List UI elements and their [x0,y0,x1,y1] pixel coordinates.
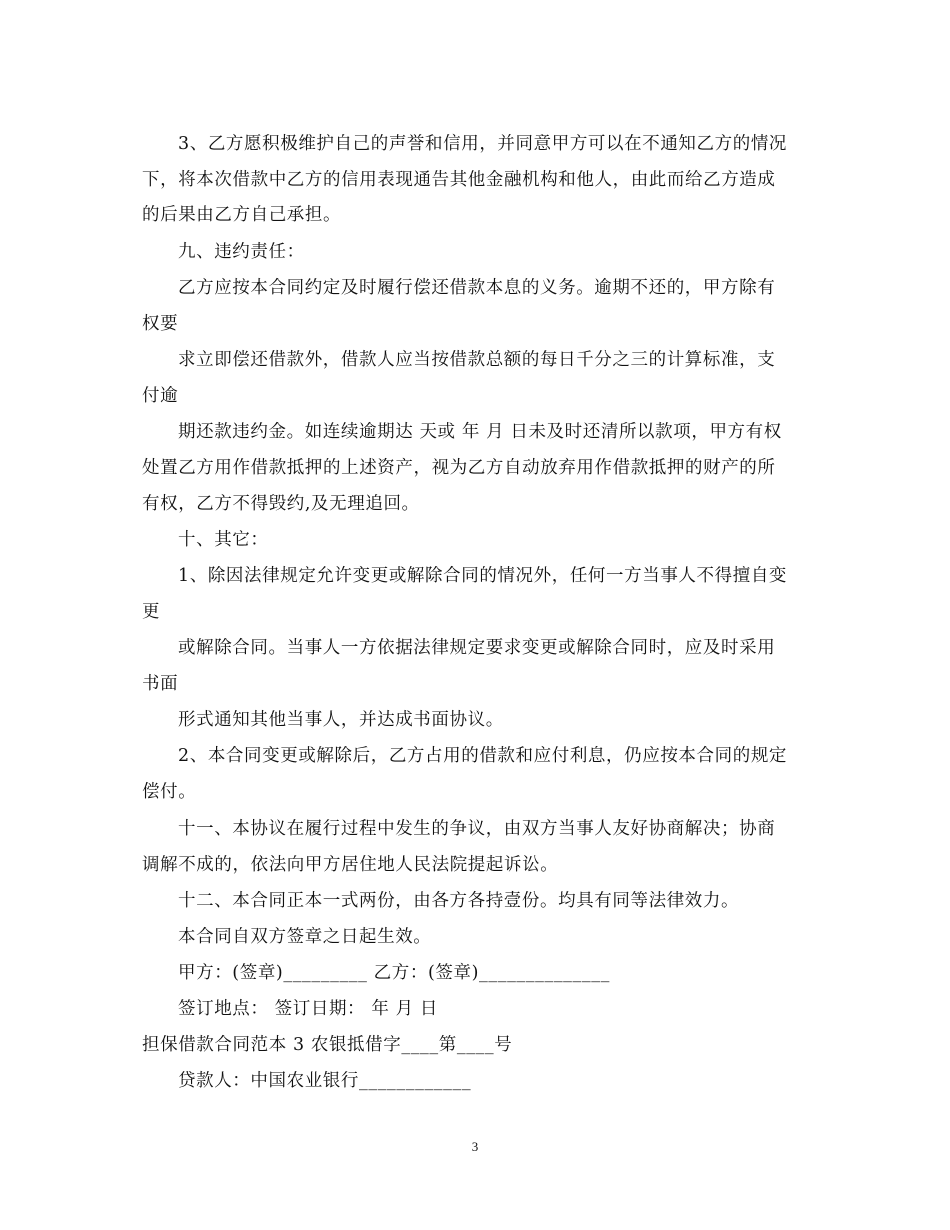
paragraph-line: 有权，乙方不得毁约,及无理追回。 [142,494,420,514]
paragraph-line: 付逾 [142,386,179,406]
paragraph-line: 乙方应按本合同约定及时履行偿还借款本息的义务。逾期不还的，甲方除有 [178,278,776,298]
paragraph-line: 下，将本次借款中乙方的信用表现通告其他金融机构和他人，由此而给乙方造成 [142,170,776,190]
paragraph-line: 偿付。 [142,782,197,802]
paragraph-line: 权要 [142,314,179,334]
paragraph-line: 2、本合同变更或解除后，乙方占用的借款和应付利息，仍应按本合同的规定 [178,746,788,766]
paragraph-line: 形式通知其他当事人，并达成书面协议。 [178,710,504,730]
paragraph-line: 书面 [142,674,179,694]
signature-line: 甲方：(签章)_________ 乙方：(签章)______________ [178,963,610,983]
paragraph-line: 调解不成的，依法向甲方居住地人民法院提起诉讼。 [142,855,559,875]
paragraph-line: 1、除因法律规定允许变更或解除合同的情况外，任何一方当事人不得擅自变 [178,566,788,586]
paragraph-line: 的后果由乙方自己承担。 [142,205,342,225]
lender-line: 贷款人：中国农业银行____________ [178,1071,472,1091]
contract-title-line: 担保借款合同范本 3 农银抵借字____第____号 [142,1035,513,1055]
paragraph-line: 求立即偿还借款外，借款人应当按借款总额的每日千分之三的计算标准，支 [178,350,776,370]
signing-info-line: 签订地点： 签订日期： 年 月 日 [178,999,438,1019]
paragraph-line: 3、乙方愿积极维护自己的声誉和信用，并同意甲方可以在不通知乙方的情况 [178,134,788,154]
paragraph-line: 十二、本合同正本一式两份，由各方各持壹份。均具有同等法律效力。 [178,891,740,911]
paragraph-line: 处置乙方用作借款抵押的上述资产，视为乙方自动放弃用作借款抵押的财产的所 [142,458,776,478]
section-heading: 十、其它： [178,530,269,550]
paragraph-line: 十一、本协议在履行过程中发生的争议，由双方当事人友好协商解决；协商 [178,819,776,839]
paragraph-line: 或解除合同。当事人一方依据法律规定要求变更或解除合同时，应及时采用 [178,638,776,658]
paragraph-line: 本合同自双方签章之日起生效。 [178,927,432,947]
section-heading: 九、违约责任： [178,242,305,262]
page-number: 3 [471,1139,479,1154]
paragraph-line: 期还款违约金。如连续逾期达 天或 年 月 日未及时还清所以款项，甲方有权 [178,422,782,442]
paragraph-line: 更 [142,602,161,622]
